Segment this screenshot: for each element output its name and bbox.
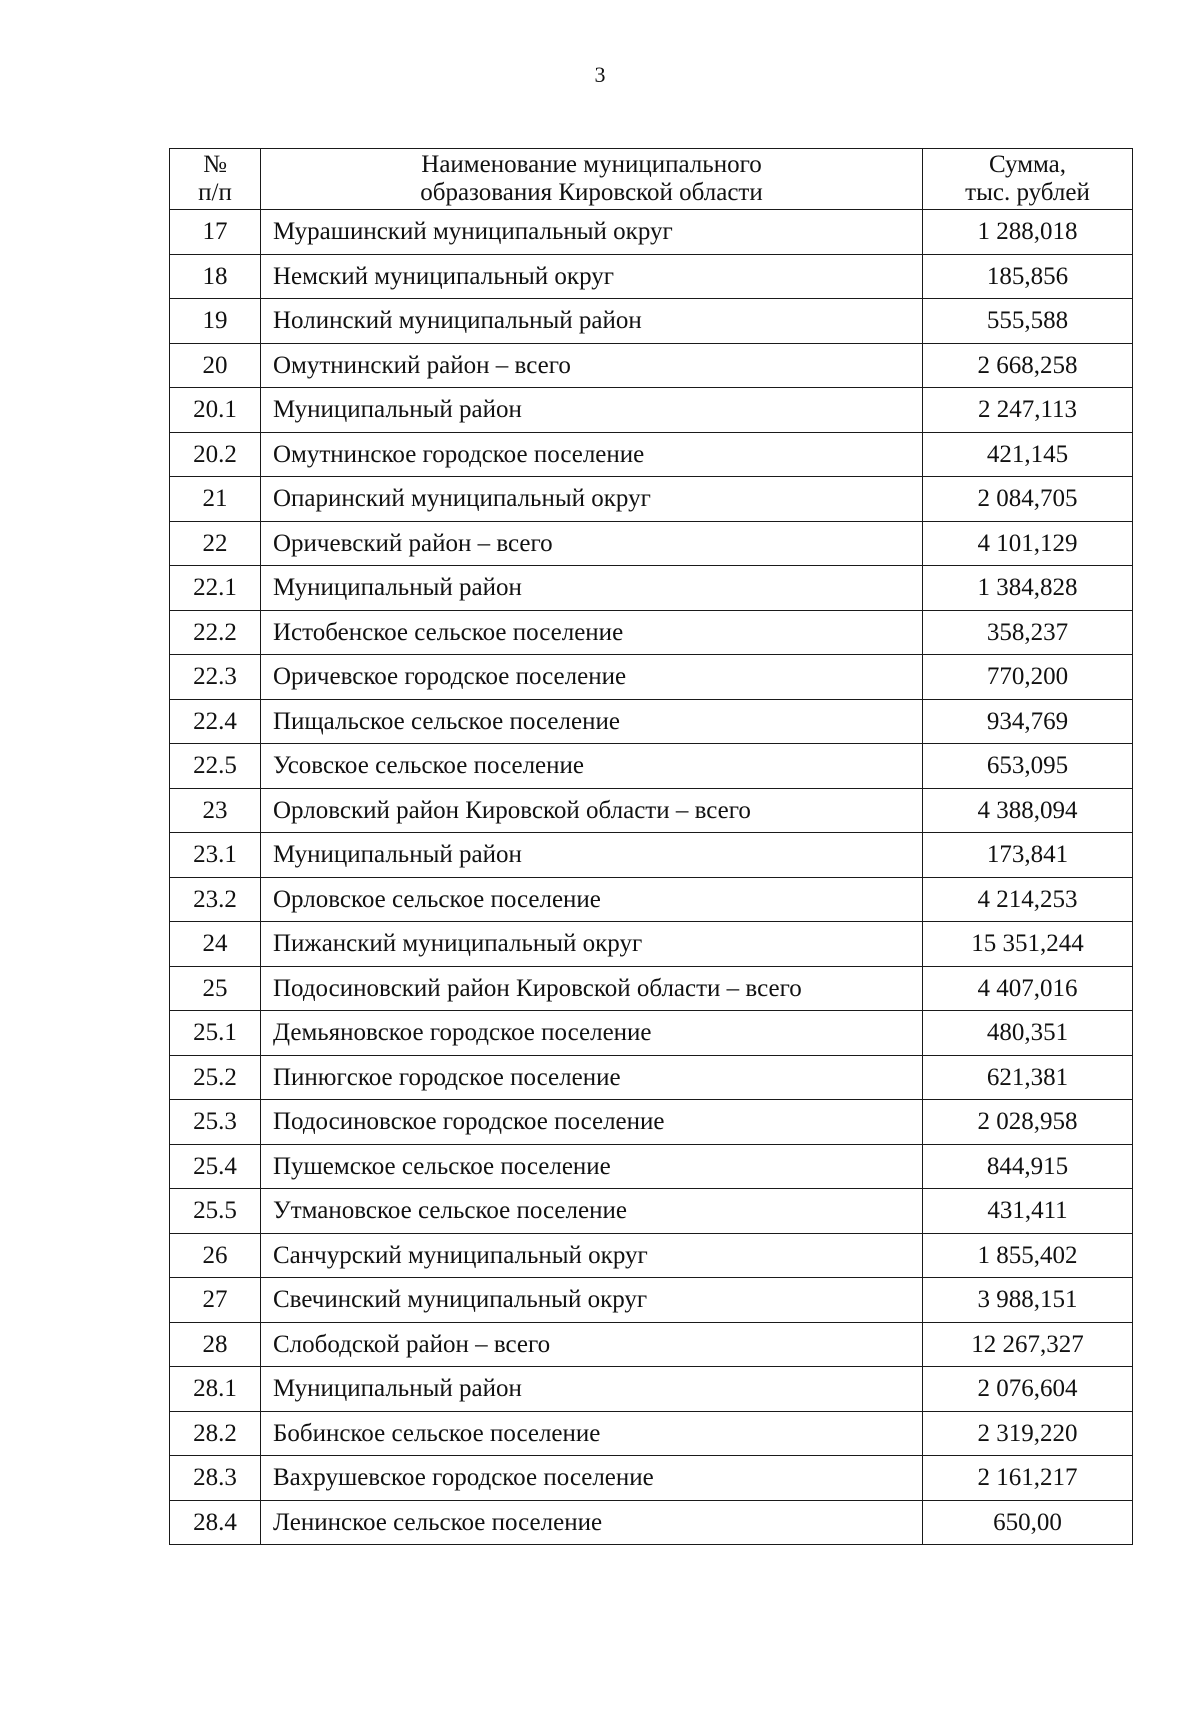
table-row <box>170 1278 1133 1323</box>
row-number-cell: 22.5 <box>170 744 261 789</box>
table-row <box>170 744 1133 789</box>
table-row <box>170 254 1133 299</box>
sum-cell: 12 267,327 <box>923 1322 1133 1367</box>
municipality-name-cell: Вахрушевское городское поселение <box>261 1456 923 1501</box>
sum-cell: 4 214,253 <box>923 877 1133 922</box>
municipality-name-cell: Нолинский муниципальный район <box>261 299 923 344</box>
sum-cell: 1 384,828 <box>923 566 1133 611</box>
table-row <box>170 922 1133 967</box>
sum-cell: 555,588 <box>923 299 1133 344</box>
table-row <box>170 1233 1133 1278</box>
table-row <box>170 833 1133 878</box>
municipality-name-cell: Ленинское сельское поселение <box>261 1500 923 1545</box>
row-number-cell: 28.1 <box>170 1367 261 1412</box>
sum-cell: 621,381 <box>923 1055 1133 1100</box>
row-number-cell: 20.2 <box>170 432 261 477</box>
sum-cell: 185,856 <box>923 254 1133 299</box>
municipality-name-cell: Оричевское городское поселение <box>261 655 923 700</box>
header-name <box>261 149 923 210</box>
table-row <box>170 1322 1133 1367</box>
row-number-cell: 23 <box>170 788 261 833</box>
row-number-cell: 25.2 <box>170 1055 261 1100</box>
row-number-cell: 25.5 <box>170 1189 261 1234</box>
row-number-cell: 22.4 <box>170 699 261 744</box>
table-row <box>170 432 1133 477</box>
row-number-cell: 20 <box>170 343 261 388</box>
row-number-cell: 25.4 <box>170 1144 261 1189</box>
header-sum <box>923 149 1133 210</box>
header-sum-line2: тыс. рублей <box>965 179 1090 206</box>
row-number-cell: 22 <box>170 521 261 566</box>
municipality-name-cell: Омутнинский район – всего <box>261 343 923 388</box>
table-row <box>170 699 1133 744</box>
row-number-cell: 19 <box>170 299 261 344</box>
sum-cell: 4 407,016 <box>923 966 1133 1011</box>
municipality-name-cell: Усовское сельское поселение <box>261 744 923 789</box>
sum-cell: 2 319,220 <box>923 1411 1133 1456</box>
header-sum-line1: Сумма, <box>988 151 1067 178</box>
table-body <box>170 210 1133 1545</box>
municipality-name-cell: Утмановское сельское поселение <box>261 1189 923 1234</box>
row-number-cell: 24 <box>170 922 261 967</box>
municipality-name-cell: Пушемское сельское поселение <box>261 1144 923 1189</box>
municipality-name-cell: Демьяновское городское поселение <box>261 1011 923 1056</box>
row-number-cell: 25 <box>170 966 261 1011</box>
sum-cell: 1 288,018 <box>923 210 1133 255</box>
row-number-cell: 25.1 <box>170 1011 261 1056</box>
sum-cell: 2 084,705 <box>923 477 1133 522</box>
municipality-name-cell: Омутнинское городское поселение <box>261 432 923 477</box>
table-row <box>170 1100 1133 1145</box>
table-row <box>170 1500 1133 1545</box>
table-row <box>170 966 1133 1011</box>
row-number-cell: 25.3 <box>170 1100 261 1145</box>
sum-cell: 770,200 <box>923 655 1133 700</box>
municipality-name-cell: Орловское сельское поселение <box>261 877 923 922</box>
table-row <box>170 343 1133 388</box>
row-number-cell: 23.2 <box>170 877 261 922</box>
sum-cell: 431,411 <box>923 1189 1133 1234</box>
header-name-line1: Наименование муниципального <box>421 151 762 178</box>
header-name-line2: образования Кировской области <box>420 179 763 206</box>
sum-cell: 15 351,244 <box>923 922 1133 967</box>
table-row <box>170 1144 1133 1189</box>
row-number-cell: 22.1 <box>170 566 261 611</box>
municipality-name-cell: Муниципальный район <box>261 1367 923 1412</box>
row-number-cell: 28.3 <box>170 1456 261 1501</box>
sum-cell: 2 247,113 <box>923 388 1133 433</box>
table-row <box>170 788 1133 833</box>
table-header-row <box>170 149 1133 210</box>
sum-cell: 2 668,258 <box>923 343 1133 388</box>
municipal-sum-table <box>169 148 1133 1545</box>
municipality-name-cell: Орловский район Кировской области – всего <box>261 788 923 833</box>
row-number-cell: 28 <box>170 1322 261 1367</box>
sum-cell: 173,841 <box>923 833 1133 878</box>
header-number-line1: № <box>203 151 227 178</box>
sum-cell: 1 855,402 <box>923 1233 1133 1278</box>
sum-cell: 358,237 <box>923 610 1133 655</box>
sum-cell: 844,915 <box>923 1144 1133 1189</box>
table-row <box>170 877 1133 922</box>
table-row <box>170 299 1133 344</box>
municipality-name-cell: Подосиновское городское поселение <box>261 1100 923 1145</box>
table-row <box>170 388 1133 433</box>
municipality-name-cell: Пищальское сельское поселение <box>261 699 923 744</box>
sum-cell: 421,145 <box>923 432 1133 477</box>
table-row <box>170 610 1133 655</box>
row-number-cell: 21 <box>170 477 261 522</box>
row-number-cell: 28.2 <box>170 1411 261 1456</box>
row-number-cell: 27 <box>170 1278 261 1323</box>
table-row <box>170 1011 1133 1056</box>
table-row <box>170 655 1133 700</box>
table-row <box>170 521 1133 566</box>
header-number <box>170 149 261 210</box>
sum-cell: 4 388,094 <box>923 788 1133 833</box>
sum-cell: 934,769 <box>923 699 1133 744</box>
municipality-name-cell: Санчурский муниципальный округ <box>261 1233 923 1278</box>
table-row <box>170 477 1133 522</box>
row-number-cell: 17 <box>170 210 261 255</box>
row-number-cell: 23.1 <box>170 833 261 878</box>
sum-cell: 653,095 <box>923 744 1133 789</box>
municipality-name-cell: Муниципальный район <box>261 566 923 611</box>
row-number-cell: 22.3 <box>170 655 261 700</box>
table-row <box>170 1367 1133 1412</box>
row-number-cell: 28.4 <box>170 1500 261 1545</box>
municipality-name-cell: Немский муниципальный округ <box>261 254 923 299</box>
municipality-name-cell: Бобинское сельское поселение <box>261 1411 923 1456</box>
table-row <box>170 210 1133 255</box>
row-number-cell: 18 <box>170 254 261 299</box>
sum-cell: 4 101,129 <box>923 521 1133 566</box>
municipality-name-cell: Истобенское сельское поселение <box>261 610 923 655</box>
municipality-name-cell: Муниципальный район <box>261 388 923 433</box>
sum-cell: 2 076,604 <box>923 1367 1133 1412</box>
municipality-name-cell: Пинюгское городское поселение <box>261 1055 923 1100</box>
sum-cell: 650,00 <box>923 1500 1133 1545</box>
row-number-cell: 26 <box>170 1233 261 1278</box>
table-row <box>170 1055 1133 1100</box>
row-number-cell: 20.1 <box>170 388 261 433</box>
sum-cell: 3 988,151 <box>923 1278 1133 1323</box>
municipality-name-cell: Оричевский район – всего <box>261 521 923 566</box>
sum-cell: 2 028,958 <box>923 1100 1133 1145</box>
page-number: 3 <box>594 62 606 87</box>
sum-cell: 480,351 <box>923 1011 1133 1056</box>
municipality-name-cell: Муниципальный район <box>261 833 923 878</box>
table-row <box>170 1189 1133 1234</box>
table-row <box>170 566 1133 611</box>
header-number-line2: п/п <box>198 179 232 206</box>
municipality-name-cell: Подосиновский район Кировской области – всего <box>261 966 923 1011</box>
municipality-name-cell: Свечинский муниципальный округ <box>261 1278 923 1323</box>
table-row <box>170 1411 1133 1456</box>
municipality-name-cell: Опаринский муниципальный округ <box>261 477 923 522</box>
municipality-name-cell: Слободской район – всего <box>261 1322 923 1367</box>
table-header <box>170 149 1133 210</box>
municipality-name-cell: Мурашинский муниципальный округ <box>261 210 923 255</box>
row-number-cell: 22.2 <box>170 610 261 655</box>
sum-cell: 2 161,217 <box>923 1456 1133 1501</box>
municipality-name-cell: Пижанский муниципальный округ <box>261 922 923 967</box>
table-row <box>170 1456 1133 1501</box>
